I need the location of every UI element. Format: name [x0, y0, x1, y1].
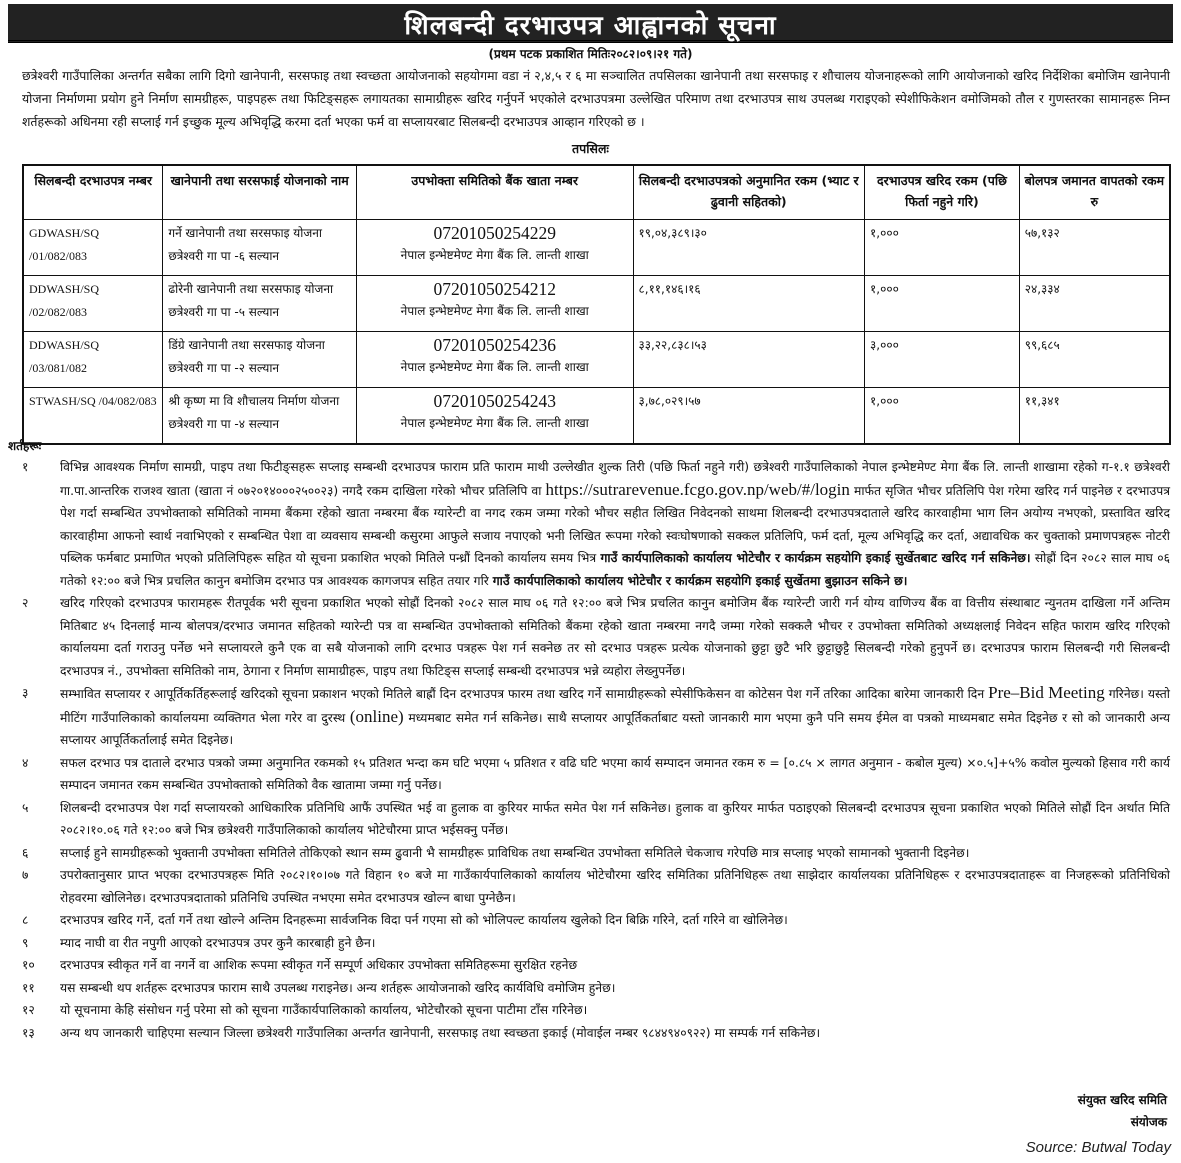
condition-item [10, 977, 1170, 1000]
condition-text: सफल दरभाउ पत्र दाताले दरभाउ पत्रको जम्मा अनुमानित रकमको १५ प्रतिशत भन्दा कम घटि भएमा ५ प्रतिशत र वढि घटि भएमा कार्य सम्पादन जमानत रकम रु = [०.८५ × लागत अनुमान - कबोल मुल्य) ×०.५]+५% कवोल मुल्यको हिसाव गरी कार्य सम्पादन जमानत रकम सम्बन्धित उपभोक्ताको समितिको वैक खातामा जम्मा गर्नु पर्नेछ। [60, 755, 1170, 792]
account-number: 07201050254243 [433, 391, 556, 411]
condition-item [10, 864, 1170, 909]
column-header: दरभाउपत्र खरिद रकम (पछि फिर्ता नहुने गरि) [865, 165, 1020, 220]
condition-number: २ [22, 596, 29, 610]
column-header: सिलबन्दी दरभाउपत्र नम्बर [23, 165, 163, 220]
online-term: (online) [349, 706, 404, 726]
project-name: डिंग्रे खानेपानी तथा सरसफाइ योजना छत्रेश्वरी गा पा -२ सल्यान [163, 332, 357, 388]
condition-text: यस सम्बन्धी थप शर्तहरू दरभाउपत्र फाराम साथै उपलब्ध गराइनेछ। अन्य शर्तहरू आयोजनाको खरिद कार्यविधि वमोजिम हुनेछ। [60, 980, 616, 995]
bid-deposit: ११,३४१ [1019, 388, 1170, 445]
bid-table [22, 164, 1171, 445]
project-name: गर्ने खानेपानी तथा सरसफाइ योजना छत्रेश्वरी गा पा -६ सल्यान [163, 220, 357, 276]
purchase-fee: ३,००० [865, 332, 1020, 388]
condition-number: १३ [22, 1025, 35, 1040]
estimated-amount: १९,०४,३८९।३० [633, 220, 865, 276]
bank-account-cell [356, 276, 633, 332]
published-date: (प्रथम पटक प्रकाशित मितिः२०८२।०९।२१ गते) [488, 47, 693, 61]
condition-number: ६ [22, 845, 29, 860]
condition-number: १० [22, 958, 35, 972]
bank-name: नेपाल इन्भेष्टमेण्ट मेगा बैंक लि. लान्ती शाखा [400, 248, 589, 262]
source-credit: Source: Butwal Today [1025, 1139, 1171, 1156]
title-banner [8, 4, 1173, 43]
condition-text: अन्य थप जानकारी चाहिएमा सल्यान जिल्ला छत्रेश्वरी गाउँपालिका अन्तर्गत खानेपानी, सरसफाइ तथा स्वच्छता इकाई (मोवाईल नम्बर ९८४४९४०९२२) मा सम्पर्क गर्न सकिनेछ। [60, 1025, 821, 1040]
bank-account-cell [356, 388, 633, 445]
bid-number: STWASH/SQ /04/082/083 [23, 388, 163, 445]
purchase-fee: १,००० [865, 388, 1020, 445]
bid-number: DDWASH/SQ /02/082/083 [23, 276, 163, 332]
condition-number: १२ [22, 1003, 35, 1017]
column-header: खानेपानी तथा सरसफाई योजनाको नाम [163, 165, 357, 220]
table-row [23, 332, 1170, 388]
account-number: 07201050254229 [433, 223, 556, 243]
condition-number: ९ [22, 935, 29, 950]
condition-text: सप्लाई हुने सामग्रीहरूको भुक्तानी उपभोक्ता समितिले तोकिएको स्थान सम्म ढुवानी भै सामग्रीहरू प्राविधिक तथा सम्बन्धित उपभोक्ता समितिले चेकजाच गरेपछि मात्र सप्लाइ भएको सामानको भुक्तानी दिइनेछ। [60, 845, 970, 860]
condition-text: म्याद नाघी वा रीत नपुगी आएको दरभाउपत्र उपर कुनै कारबाही हुने छैन। [60, 935, 376, 950]
column-header: सिलबन्दी दरभाउपत्रको अनुमानित रकम (भ्याट र ढुवानी सहितको) [633, 165, 865, 220]
condition-text-part: सोह्रौं दिन २०८२ साल माघ ०६ गतेको १२:०० बजे भित्र प्रचलित कानुन बमोजिम दरभाउ पत्र आवश्यक कागजपत्र सहित तयार गरि [60, 551, 1170, 588]
condition-number: ८ [22, 913, 29, 927]
bid-deposit: ९९,६८५ [1019, 332, 1170, 388]
notice-title: शिलबन्दी दरभाउपत्र आह्वानको सूचना [404, 11, 777, 41]
table-row [23, 388, 1170, 445]
condition-item [10, 909, 1170, 932]
condition-item [10, 456, 1170, 592]
condition-text-part: गरिनेछ। यस्तो मीटिंग गाउँपालिकाको कार्यालयमा व्यक्तिगत भेला गरेर वा दुरस्थ [60, 687, 1170, 725]
condition-number: ४ [22, 755, 29, 770]
condition-item [10, 682, 1170, 752]
condition-text: दरभाउपत्र स्वीकृत गर्ने वा नगर्ने वा आशिक रूपमा स्वीकृत गर्ने सम्पूर्ण अधिकार उपभोक्ता समितिहरूमा सुरक्षित रहनेछ [60, 958, 578, 972]
condition-number: १ [22, 460, 29, 474]
condition-text: यो सूचनामा केहि संसोधन गर्नु परेमा सो को सूचना गाउँकार्यपालिकाको कार्यालय, भोटेचौरको सूचना पाटीमा टाँस गरिनेछ। [60, 1003, 588, 1017]
conditions-list [10, 456, 1170, 1044]
estimated-amount: ८,११,१४६।१६ [633, 276, 865, 332]
bank-name: नेपाल इन्भेष्टमेण्ट मेगा बैंक लि. लान्ती शाखा [400, 360, 589, 374]
condition-item [10, 1022, 1170, 1045]
signatory-role: संयोजक [1130, 1115, 1167, 1129]
condition-text: उपरोक्तानुसार प्राप्त भएका दरभाउपत्रहरू मिति २०८२।१०।०७ गते विहान १० बजे मा गाउँकार्यपालिकाको कार्यालय भोटेचौरमा खरिद समितिका प्रतिनिधिहरू तथा साझेदार कार्यालयका प्रतिनिधिहरू र दरभाउपत्रदाताहरू वा निजहरूको प्रतिनिधिको रोहवरमा खोलिनेछ। दरभाउपत्रदाताको प्रतिनिधि उपस्थित नभएमा समेत दरभाउपत्र खोल्न बाधा पुग्नेछैन। [60, 868, 1170, 905]
condition-emphasis: गाउँ कार्यपालिकाको कार्यालय भोटेचौर र कार्यक्रम सहयोगि इकाई सुर्खेतमा बुझाउन सकिने छ। [492, 573, 908, 588]
table-row [23, 276, 1170, 332]
bank-name: नेपाल इन्भेष्टमेण्ट मेगा बैंक लि. लान्ती शाखा [400, 304, 589, 318]
column-header: उपभोक्ता समितिको बैंक खाता नम्बर [356, 165, 633, 220]
condition-text-part: विभिन्न आवश्यक निर्माण सामग्री, पाइप तथा फिटीङ्सहरू सप्लाइ सम्बन्धी दरभाउपत्र फाराम प्रति फाराम माथी उल्लेखीत शुल्क तिरी (पछि फिर्ता नहुने गरी) छत्रेश्वरी गाउँपालिकाको नेपाल इन्भेष्टमेण्ट मेगा बैंक लि. लान्ती शाखामा रहेको ग-१.१ छत्रेश्वरी गा.पा.आन्तरिक राजश्व खाता (खाता नं ०७२०१४०००२५००२३) नगदै रकम दाखिला गरेको भौचर प्रतिलिपि वा [60, 460, 1170, 498]
condition-item [10, 592, 1170, 682]
project-name: ढोरेनी खानेपानी तथा सरसफाइ योजना छत्रेश्वरी गा पा -५ सल्यान [163, 276, 357, 332]
condition-number: ५ [22, 800, 29, 815]
condition-text: शिलबन्दी दरभाउपत्र पेश गर्दा सप्लायरको आधिकारिक प्रतिनिधि आफैं उपस्थित भई वा हुलाक वा कुरियर मार्फत समेत पेश गर्न सकिनेछ। हुलाक वा कुरियर मार्फत पठाइएको सिलबन्दी दरभाउपत्र सूचना प्रकाशित भएको मितिले सोह्रौं दिन अर्थात मिति २०८२।१०.०६ गते १२:०० बजे भित्र छत्रेश्वरी गाउँपालिकाको कार्यालय भोटेचौरमा प्राप्त भईसक्नु पर्नेछ। [60, 800, 1170, 837]
condition-text-part: मध्यमबाट समेत गर्न सकिनेछ। साथै सप्लायर आपूर्तिकर्ताबाट यस्तो जानकारी माग भएमा कुनै पनि समय ईमेल वा पत्रको माध्यमबाट समेत दिइनेछ र सो को जानकारी अन्य सप्लायर आपूर्तिकर्तालाई समेत दिइनेछ। [60, 710, 1170, 747]
revenue-portal-link[interactable]: https://sutrarevenue.fcgo.gov.np/web/#/login [545, 479, 850, 499]
intro-paragraph: छत्रेश्वरी गाउँपालिका अन्तर्गत सबैका लागि दिगो खानेपानी, सरसफाइ तथा स्वच्छता आयोजनाको सहयोगमा वडा नं २,४,५ र ६ मा सञ्चालित तपसिलका खानेपानी तथा सरसफाइ र शौचालय योजनाहरूको लागि आयोजनाको खरिद निर्देशिका बमोजिम खानेपानी योजना निर्माणमा प्रयोग हुने निर्माण सामग्रीहरू, पाइपहरू तथा फिटिङ्सहरू लगायतका सामाग्रीहरू खरिद गर्नुपर्ने भएकोले दरभाउपत्रमा उल्लेखित परिमाण तथा दरभाउपत्र साथ उपलब्ध गराइएको स्पेशीफिकेशन वमोजिमको तौल र गुणस्तरका सामानहरू निम्न शर्तहरूको अधिनमा रही सप्लाई गर्न इच्छुक मूल्य अभिवृद्धि करमा दर्ता भएका फर्म वा सप्लायरबाट सिलबन्दी दरभाउपत्र आव्हान गरिएको छ । [22, 68, 1170, 129]
bid-deposit: २४,३३४ [1019, 276, 1170, 332]
condition-text: दरभाउपत्र खरिद गर्ने, दर्ता गर्ने तथा खोल्ने अन्तिम दिनहरूमा सार्वजनिक विदा पर्न गएमा सो को भोलिपल्ट कार्यालय खुलेको दिन बिक्रि गरिने, दर्ता गरिने वा खोलिनेछ। [60, 913, 788, 927]
condition-text: खरिद गरिएको दरभाउपत्र फारामहरू रीतपूर्वक भरी सूचना प्रकाशित भएको सोह्रौं दिनको २०८२ साल माघ ०६ गते १२:०० बजे भित्र प्रचलित कानुन बमोजिम बैंक ग्यारेन्टी जारी गर्न योग्य वाणिज्य बैंक वा वित्तीय संस्थाबाट न्युनतम दाखिला गर्ने अन्तिम मितिबाट ४५ दिनलाई मान्य बोलपत्र/दरभाउ जमानत सहितको ग्यारेन्टी पत्र वा सम्बन्धित उपभोक्ताको समितिको बैंकमा रहेको खाता नम्बरमा नगदै जम्मा गरेको सक्कलै भौचर र उपभोक्ता समितिको अध्यक्षलाई निवेदन सहित फाराम खरिद गरिएको कार्यालयमा दर्ता गराउनु पर्नेछ भने सप्लायरले कुनै एक वा सबै योजनाको लागि दरभाउ पत्रहरू पेश गर्न सक्नेछ तर सो दरभाउ पत्रहरू प्रत्येक योजनाको छुट्टा छुटै भरि छुट्टाछुट्टै सिलबन्दी गरेको हुनुपर्ने छ। दरभाउपत्र फाराम सिलबन्दी गरी सिलबन्दी दरभाउपत्र नं., उपभोक्ता समितिको नाम, ठेगाना र निर्माण सामाग्रीहरू, पाइप तथा फिटिङ्स सप्लाई सम्बन्धी दरभाउपत्र भन्ने व्यहोरा लेख्नुपर्नेछ। [60, 596, 1170, 678]
bank-account-cell [356, 332, 633, 388]
condition-item [10, 842, 1170, 865]
purchase-fee: १,००० [865, 220, 1020, 276]
condition-number: ७ [22, 868, 29, 882]
details-label: तपसिलः [572, 141, 609, 156]
conditions-heading: शर्तहरूः [8, 439, 42, 453]
signature-block [1078, 1089, 1167, 1133]
bid-number: DDWASH/SQ /03/081/082 [23, 332, 163, 388]
bank-name: नेपाल इन्भेष्टमेण्ट मेगा बैंक लि. लान्ती शाखा [400, 416, 589, 430]
column-header: बोलपत्र जमानत वापतको रकम रु [1019, 165, 1170, 220]
project-name: श्री कृष्ण मा वि शौचालय निर्माण योजना छत्रेश्वरी गा पा -४ सल्यान [163, 388, 357, 445]
condition-item [10, 752, 1170, 797]
account-number: 07201050254212 [433, 279, 556, 299]
bank-account-cell [356, 220, 633, 276]
estimated-amount: ३३,२२,८३८।५३ [633, 332, 865, 388]
purchase-fee: १,००० [865, 276, 1020, 332]
condition-item [10, 954, 1170, 977]
condition-item [10, 999, 1170, 1022]
condition-emphasis: गाउँ कार्यपालिकाको कार्यालय भोटेचौर र कार्यक्रम सहयोगि इकाई सुर्खेतबाट खरिद गर्न सकिनेछ। [600, 551, 1031, 565]
condition-number: ३ [22, 686, 29, 700]
condition-text-part: मार्फत सृजित भौचर प्रतिलिपि पेश गरेमा खरिद गर्न पाइनेछ र दरभाउपत्र पेश गर्दा सम्बन्धित उपभोक्ताको समितिको नाममा बैंकमा रहेको खाता नम्बरमा बैंक ग्यारेन्टी वा नगद रकम जम्मा गरेको भौचर सहीत लिखित निवेदनको साथमा शिलबन्दी दरभाउपत्रदाताले खरिद कारवाहीमा भाग लिन अयोग्य नभएको, प्रस्तावित खरिद कारवाहीमा आफनो स्वार्थ नवाभिएको र सम्बन्धित पेशा वा व्यवसाय सम्बन्धी कसुरमा आफुले सजाय नपाएको भनी लिखित रूपमा गरेको स्वःघोषणाको सक्कल प्रतिलिपि, फर्म दर्ता, मूल्य अभिवृद्धि कर दर्ता, अद्यावधिक कर चुक्ताको प्रमाणपत्रहरू नोटरी पब्लिक फर्मबाट प्रमाणित भएको प्रतिलिपिहरू सहित यो सूचना प्रकाशित भएको मितिले पन्ध्रौं दिनको कार्यालय समय भित्र [60, 483, 1170, 565]
condition-number: ११ [22, 980, 35, 995]
bid-deposit: ५७,१३२ [1019, 220, 1170, 276]
table-row [23, 220, 1170, 276]
condition-item [10, 932, 1170, 955]
condition-text [60, 456, 1170, 592]
committee-name: संयुक्त खरिद समिति [1077, 1093, 1167, 1107]
estimated-amount: ३,७८,०२९।५७ [633, 388, 865, 445]
condition-text [60, 682, 1170, 752]
table-header-row [23, 165, 1170, 220]
pre-bid-term: Pre–Bid Meeting [988, 683, 1105, 702]
condition-text-part: सम्भावित सप्लायर र आपूर्तिकर्तिहरूलाई खरिदको सूचना प्रकाशन भएको मितिले बाह्रौं दिन दरभाउपत्र फारम तथा खरिद गर्ने सामाग्रीहरूको स्पेसीफिकेसन वा कोटेसन पेश गर्ने तरिका आदिका बारेमा जानकारी दिन [60, 687, 985, 701]
account-number: 07201050254236 [433, 335, 556, 355]
condition-item [10, 797, 1170, 842]
bid-number: GDWASH/SQ /01/082/083 [23, 220, 163, 276]
